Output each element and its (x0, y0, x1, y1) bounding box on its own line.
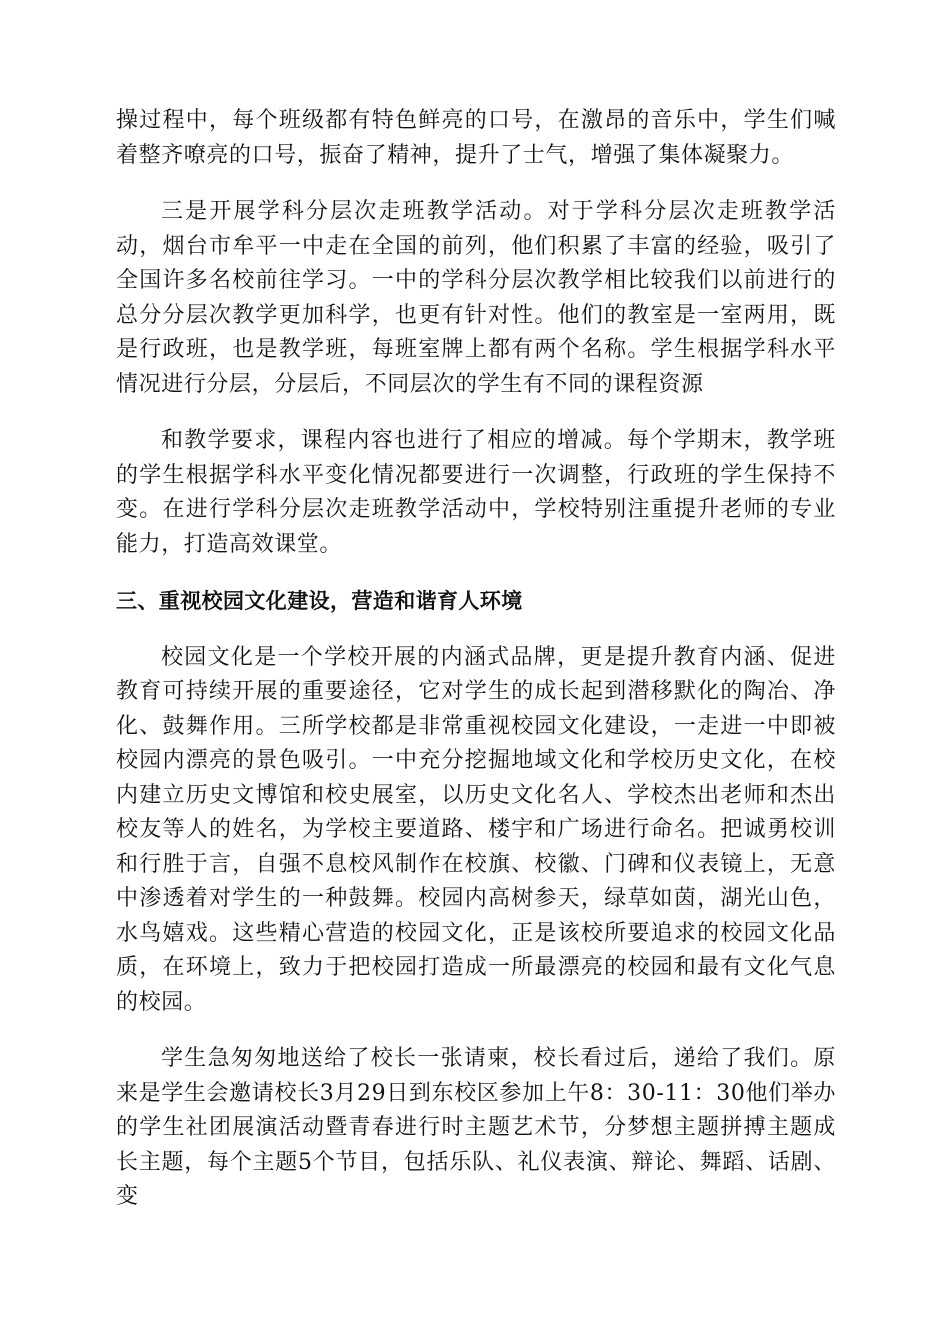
section-heading: 三、重视校园文化建设，营造和谐育人环境 (116, 589, 523, 613)
paragraph-1: 操过程中，每个班级都有特色鲜亮的口号，在激昂的音乐中，学生们喊着整齐嘹亮的口号，振奋了精神，提升了士气，增强了集体凝聚力。 (116, 108, 836, 168)
paragraph-4: 校园文化是一个学校开展的内涵式品牌，更是提升教育内涵、促进教育可持续开展的重要途径，它对学生的成长起到潜移默化的陶冶、净化、鼓舞作用。三所学校都是非常重视校园文化建设，一走进一中即被校园内漂亮的景色吸引。一中充分挖掘地域文化和学校历史文化，在校内建立历史文博馆和校史展室，以历史文化名人、学校杰出老师和杰出校友等人的姓名，为学校主要道路、楼宇和广场进行命名。把诚勇校训和行胜于言，自强不息校风制作在校旗、校徽、门碑和仪表镜上，无意中渗透着对学生的一种鼓舞。校园内高树参天，绿草如茵，湖光山色，水鸟嬉戏。这些精心营造的校园文化，正是该校所要追求的校园文化品质，在环境上，致力于把校园打造成一所最漂亮的校园和最有文化气息的校园。 (116, 644, 836, 1015)
paragraph-2: 三是开展学科分层次走班教学活动。对于学科分层次走班教学活动，烟台市牟平一中走在全国的前列，他们积累了丰富的经验，吸引了全国许多名校前往学习。一中的学科分层次教学相比较我们以前进行的总分分层次教学更加科学，也更有针对性。他们的教室是一室两用，既是行政班，也是教学班，每班室牌上都有两个名称。学生根据学科水平情况进行分层，分层后，不同层次的学生有不同的课程资源 (116, 199, 836, 397)
paragraph-3: 和教学要求，课程内容也进行了相应的增减。每个学期末，教学班的学生根据学科水平变化情况都要进行一次调整，行政班的学生保持不变。在进行学科分层次走班教学活动中，学校特别注重提升老师的专业能力，打造高效课堂。 (116, 428, 836, 557)
paragraph-5: 学生急匆匆地送给了校长一张请柬，校长看过后，递给了我们。原来是学生会邀请校长3月29日到东校区参加上午8：30-11：30他们举办的学生社团展演活动暨青春进行时主题艺术节，分梦想主题拼搏主题成长主题，每个主题5个节目，包括乐队、礼仪表演、辩论、舞蹈、话剧、变 (116, 1046, 836, 1209)
document-page (116, 104, 836, 1237)
